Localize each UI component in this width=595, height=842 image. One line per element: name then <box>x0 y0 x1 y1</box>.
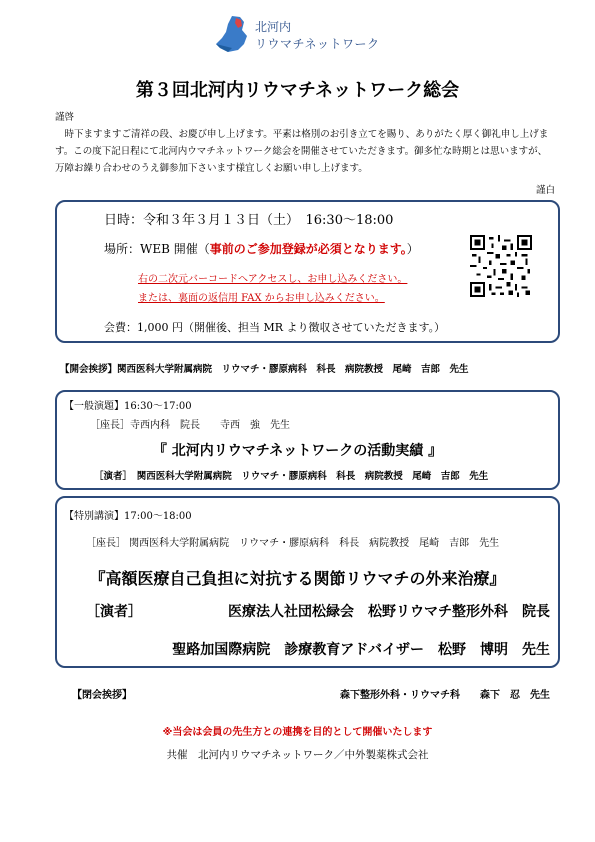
page-title: 第３回北河内リウマチネットワーク総会 <box>135 80 460 101</box>
intro-paragraph: 時下ますますご清祥の段、お慶び申し上げます。平素は格別のお引き立てを賜り、ありがたく厚く御礼申し上げます。この度下記日程にて北河内ウマチネットワーク総会を開催させていただきます。御多忙な時期とは思いますが、万障お繰り合わせのうえ御参加下さいます様宜しくお願い申し上げます。 <box>55 129 549 174</box>
logo-text-line2: リウマチネットワーク <box>255 37 380 51</box>
event-venue <box>104 240 419 257</box>
greeting: 謹啓 <box>55 112 75 123</box>
membership-footnote: ※当会は会員の先生方との連携を目的として開催いたします <box>162 727 433 738</box>
notice-qr: 右の二次元バーコードへアクセスし、お申し込みください。 <box>138 274 408 285</box>
sponsor-line: 共催 北河内リウマチネットワーク／中外製薬株式会社 <box>166 749 429 761</box>
logo-icon <box>214 14 252 54</box>
venue-label: 場所：WEB 開催（ <box>104 242 210 256</box>
notice-fax: または、裏面の返信用 FAX からお申し込みください。 <box>138 293 385 304</box>
event-datetime: 日時：令和３年３月１３日（土） 16:30～18:00 <box>104 213 394 228</box>
special-lecture-chair: ［座長］ 関西医科大学附属病院 リウマチ・膠原病科 科長 病院教授 尾崎 吉郎 先生 <box>86 538 500 549</box>
general-lecture-chair: ［座長］寺西内科 院長 寺西 強 先生 <box>90 420 290 431</box>
special-lecture-speaker-label: ［演者］ <box>86 604 142 620</box>
special-lecture-title: 『高額医療自己負担に対抗する関節リウマチの外来治療』 <box>89 569 506 588</box>
special-lecture-speaker-affiliation: 医療法人社団松緑会 松野リウマチ整形外科 院長 <box>228 604 550 620</box>
event-fee: 会費：1,000 円（開催後、担当 MR より徴収させていただきます。） <box>104 321 446 334</box>
qr-code-icon[interactable] <box>470 235 532 297</box>
logo-text-line1: 北河内 <box>255 20 292 34</box>
general-lecture-title: 『 北河内リウマチネットワークの活動実績 』 <box>152 443 443 459</box>
special-lecture-header: 【特別講演】17:00～18:00 <box>64 511 192 522</box>
venue-registration-note: 事前のご参加登録が必須となります。 <box>209 242 407 256</box>
closing-remarks-label: 【閉会挨拶】 <box>72 690 132 701</box>
closing-word: 謹白 <box>535 185 555 196</box>
venue-close: ） <box>406 242 419 256</box>
closing-remarks-speaker: 森下整形外科・リウマチ科 森下 忍 先生 <box>340 690 550 701</box>
general-lecture-header: 【一般演題】16:30～17:00 <box>64 401 192 412</box>
special-lecture-speaker-name: 聖路加国際病院 診療教育アドバイザー 松野 博明 先生 <box>172 642 550 658</box>
general-lecture-speaker: ［演者］ 関西医科大学附属病院 リウマチ・膠原病科 科長 病院教授 尾崎 吉郎 先生 <box>94 471 489 482</box>
opening-remarks: 【開会挨拶】関西医科大学附属病院 リウマチ・膠原病科 科長 病院教授 尾崎 吉郎 先生 <box>60 364 469 375</box>
